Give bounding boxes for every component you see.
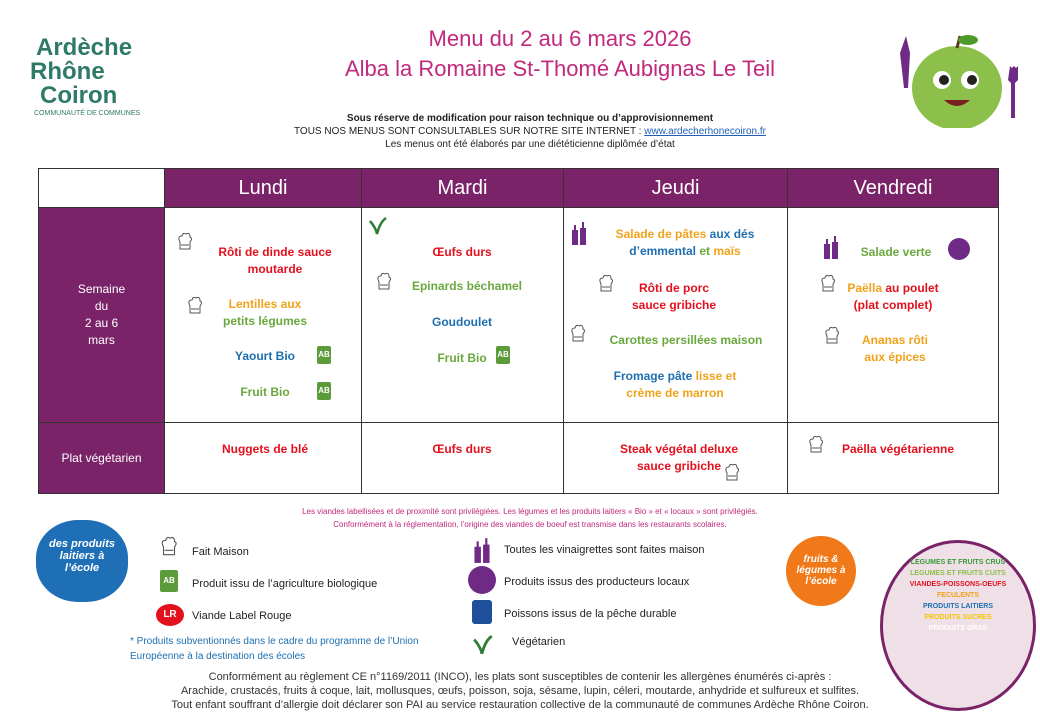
produits-laitiers-text: des produits laitiers à l’école bbox=[48, 538, 115, 574]
vinaigrette-bottle-icon bbox=[472, 536, 492, 564]
title-line1: Menu du 2 au 6 mars 2026 bbox=[428, 26, 692, 51]
dish-mardi-3: Goudoulet bbox=[432, 315, 492, 329]
dish-vendredi-2-line1 bbox=[828, 280, 958, 297]
bio-badge-icon: AB bbox=[317, 382, 331, 400]
header-empty-cell bbox=[39, 169, 165, 208]
legend-bio: Produit issu de l’agriculture biologique bbox=[192, 578, 378, 590]
vinaigrette-bottle-icon bbox=[822, 234, 840, 260]
allergen-line2: Arachide, crustacés, fruits à coque, lait, mollusques, œufs, poisson, soja, sésame, lupin, céleri, moutarde, anhydride et sulfureux et sulfites. bbox=[180, 685, 860, 697]
dish-lundi-3: Yaourt Bio bbox=[234, 349, 295, 363]
food-group-4: FECULENTS bbox=[937, 592, 979, 599]
dish-jeudi-2a: Rôti de porc bbox=[638, 281, 709, 295]
day-header-mardi: Mardi bbox=[362, 169, 564, 208]
legend-ue bbox=[130, 634, 419, 664]
chef-hat-icon bbox=[376, 272, 392, 292]
dish-vendredi-2c: (plat complet) bbox=[853, 298, 933, 312]
veg-dish-vendredi: Paëlla végétarienne bbox=[841, 442, 955, 456]
logo-line2: Rhône bbox=[30, 58, 105, 85]
bio-badge-icon: AB bbox=[317, 346, 331, 364]
food-group-6: PRODUITS SUCRES bbox=[924, 614, 992, 621]
dish-jeudi-1e: maïs bbox=[713, 244, 741, 258]
dish-mardi-4: Fruit Bio bbox=[437, 351, 487, 365]
vegetarian-leaf-icon bbox=[472, 634, 494, 656]
legend-label-rouge: Viande Label Rouge bbox=[192, 610, 292, 622]
week-label-4: mars bbox=[88, 333, 115, 347]
day-header-vendredi: Vendredi bbox=[788, 169, 999, 208]
chef-hat-icon bbox=[177, 232, 193, 252]
chef-hat-icon bbox=[570, 324, 586, 344]
dish-lundi-2a: Lentilles aux bbox=[228, 297, 302, 311]
dish-jeudi-1-line1 bbox=[590, 226, 780, 243]
chef-hat-icon bbox=[824, 326, 840, 346]
dish-jeudi-1-line2 bbox=[590, 243, 780, 260]
local-producers-icon bbox=[948, 238, 970, 260]
week-label-2: du bbox=[94, 299, 109, 313]
week-label-3: 2 au 6 bbox=[84, 316, 119, 330]
dish-jeudi-2 bbox=[614, 280, 734, 314]
chef-hat-icon bbox=[724, 463, 740, 483]
fruits-legumes-text: fruits & légumes à l’école bbox=[796, 554, 846, 587]
vegetarian-leaf-icon bbox=[368, 216, 388, 236]
allergen-line1: Conformément au règlement CE n°1169/2011 (INCO), les plats sont susceptibles de contenir les allergènes énumérés ci-après : bbox=[208, 671, 832, 683]
cell-lundi bbox=[165, 208, 362, 423]
notes-block bbox=[210, 112, 850, 151]
dish-lundi-4: Fruit Bio bbox=[240, 385, 290, 399]
table-header-row bbox=[39, 169, 999, 208]
dish-lundi-1 bbox=[195, 244, 355, 278]
vinaigrette-bottle-icon bbox=[570, 220, 588, 246]
food-group-2: LEGUMES ET FRUITS CUITS bbox=[910, 570, 1006, 577]
veg-cell-lundi bbox=[165, 423, 362, 494]
logo bbox=[26, 28, 166, 120]
veg-cell-vendredi bbox=[788, 423, 999, 494]
apple-mascot-icon bbox=[880, 28, 1030, 128]
local-producers-icon bbox=[468, 566, 496, 594]
veg-dish-jeudi-b: sauce gribiche bbox=[636, 459, 722, 473]
legend-ue-1: * Produits subventionnés dans le cadre du programme de l’Union bbox=[130, 636, 419, 647]
chef-hat-icon bbox=[598, 274, 614, 294]
cell-mardi bbox=[362, 208, 564, 423]
logo-sub: COMMUNAUTÉ DE COMMUNES bbox=[34, 110, 141, 117]
dish-jeudi-1 bbox=[590, 226, 780, 260]
food-group-1: LEGUMES ET FRUITS CRUS bbox=[910, 559, 1006, 566]
veg-dish-lundi: Nuggets de blé bbox=[221, 442, 308, 456]
dish-vendredi-1: Salade verte bbox=[860, 245, 932, 259]
logo-line3: Coiron bbox=[40, 82, 118, 109]
fish-sustainable-icon bbox=[472, 600, 492, 624]
info-line1: Les viandes labellisées et de proximité sont privilégiées. Les légumes et les produits laitiers « Bio » et « locaux » sont privilégiés. bbox=[302, 507, 758, 516]
dish-jeudi-1d: et bbox=[695, 244, 714, 258]
cell-jeudi bbox=[564, 208, 788, 423]
label-rouge-icon bbox=[156, 604, 184, 626]
cell-vendredi bbox=[788, 208, 999, 423]
week-label-1: Semaine bbox=[77, 282, 126, 296]
label-rouge-text: LR bbox=[163, 609, 177, 620]
menu-table bbox=[38, 168, 999, 494]
chef-hat-icon bbox=[160, 536, 178, 558]
logo-line1: Ardèche bbox=[36, 34, 133, 61]
food-group-3: VIANDES-POISSONS-OEUFS bbox=[909, 581, 1007, 588]
vegetarian-label-cell: Plat végétarien bbox=[39, 423, 165, 494]
dish-lundi-1b: moutarde bbox=[247, 262, 303, 276]
dish-mardi-1: Œufs durs bbox=[432, 245, 492, 259]
dish-jeudi-1c: d’emmental bbox=[629, 244, 696, 258]
legend-ue-2: Européenne à la destination des écoles bbox=[130, 651, 306, 662]
bio-badge-icon: AB bbox=[160, 570, 178, 592]
dish-vendredi-3a: Ananas rôti bbox=[861, 333, 928, 347]
legend-locaux: Produits issus des producteurs locaux bbox=[504, 576, 690, 588]
notes-line3: Les menus ont été élaborés par une diététicienne diplômée d’état bbox=[385, 139, 675, 150]
notes-line2 bbox=[210, 125, 850, 138]
dish-vendredi-2 bbox=[828, 280, 958, 314]
dish-jeudi-1a: Salade de pâtes bbox=[615, 227, 707, 241]
day-header-jeudi: Jeudi bbox=[564, 169, 788, 208]
dish-vendredi-3 bbox=[840, 332, 950, 366]
dish-jeudi-4-line1 bbox=[590, 368, 760, 385]
notes-line2-prefix: TOUS NOS MENUS SONT CONSULTABLES SUR NOTRE SITE INTERNET : bbox=[294, 126, 645, 137]
dish-jeudi-4 bbox=[590, 368, 760, 402]
table-row-vegetarian bbox=[39, 423, 999, 494]
fruits-legumes-badge bbox=[786, 536, 856, 606]
food-group-7: PRODUITS GRAS bbox=[928, 625, 988, 632]
dish-jeudi-4b: lisse et bbox=[695, 369, 737, 383]
veg-dish-mardi: Œufs durs bbox=[432, 442, 492, 456]
dish-lundi-2 bbox=[205, 296, 325, 330]
chef-hat-icon bbox=[808, 435, 824, 455]
chef-hat-icon bbox=[187, 296, 203, 316]
dish-jeudi-4c: crème de marron bbox=[626, 386, 724, 400]
legend-vegetarien: Végétarien bbox=[512, 636, 566, 648]
table-row-week bbox=[39, 208, 999, 423]
week-label-cell bbox=[39, 208, 165, 423]
allergen-block bbox=[60, 670, 980, 712]
veg-dish-jeudi-a: Steak végétal deluxe bbox=[619, 442, 739, 456]
legend-fait-maison: Fait Maison bbox=[192, 546, 249, 558]
website-link[interactable]: www.ardecherhonecoiron.fr bbox=[644, 126, 766, 137]
dish-lundi-2b: petits légumes bbox=[222, 314, 308, 328]
dish-vendredi-2b: au poulet bbox=[882, 281, 939, 295]
dish-mardi-2: Epinards béchamel bbox=[411, 279, 523, 293]
dish-jeudi-4a: Fromage pâte bbox=[613, 369, 696, 383]
info-block bbox=[180, 505, 880, 531]
legend-vinaigrettes: Toutes les vinaigrettes sont faites maison bbox=[504, 544, 705, 556]
dish-lundi-1a: Rôti de dinde sauce bbox=[218, 245, 332, 259]
dish-jeudi-2b: sauce gribiche bbox=[631, 298, 717, 312]
allergen-line3: Tout enfant souffrant d’allergie doit déclarer son PAI au service restauration collective de la communauté de communes Ardèche Rhône Coiron. bbox=[171, 699, 869, 711]
title-line2: Alba la Romaine St-Thomé Aubignas Le Teil bbox=[344, 56, 776, 81]
produits-laitiers-badge bbox=[36, 520, 128, 602]
legend-peche: Poissons issus de la pêche durable bbox=[504, 608, 677, 620]
food-group-5: PRODUITS LAITIERS bbox=[922, 603, 993, 610]
dish-vendredi-2a: Paëlla bbox=[847, 281, 883, 295]
dish-vendredi-3b: aux épices bbox=[864, 350, 926, 364]
day-header-lundi: Lundi bbox=[165, 169, 362, 208]
notes-line1: Sous réserve de modification pour raison technique ou d’approvisionnement bbox=[346, 113, 714, 124]
dish-jeudi-1b: aux dés bbox=[706, 227, 755, 241]
dish-jeudi-3: Carottes persillées maison bbox=[609, 333, 763, 347]
veg-cell-jeudi bbox=[564, 423, 788, 494]
veg-cell-mardi bbox=[362, 423, 564, 494]
bio-badge-icon: AB bbox=[496, 346, 510, 364]
info-line2: Conformément à la réglementation, l’origine des viandes de boeuf est transmise dans les restaurants scolaires. bbox=[333, 520, 727, 529]
